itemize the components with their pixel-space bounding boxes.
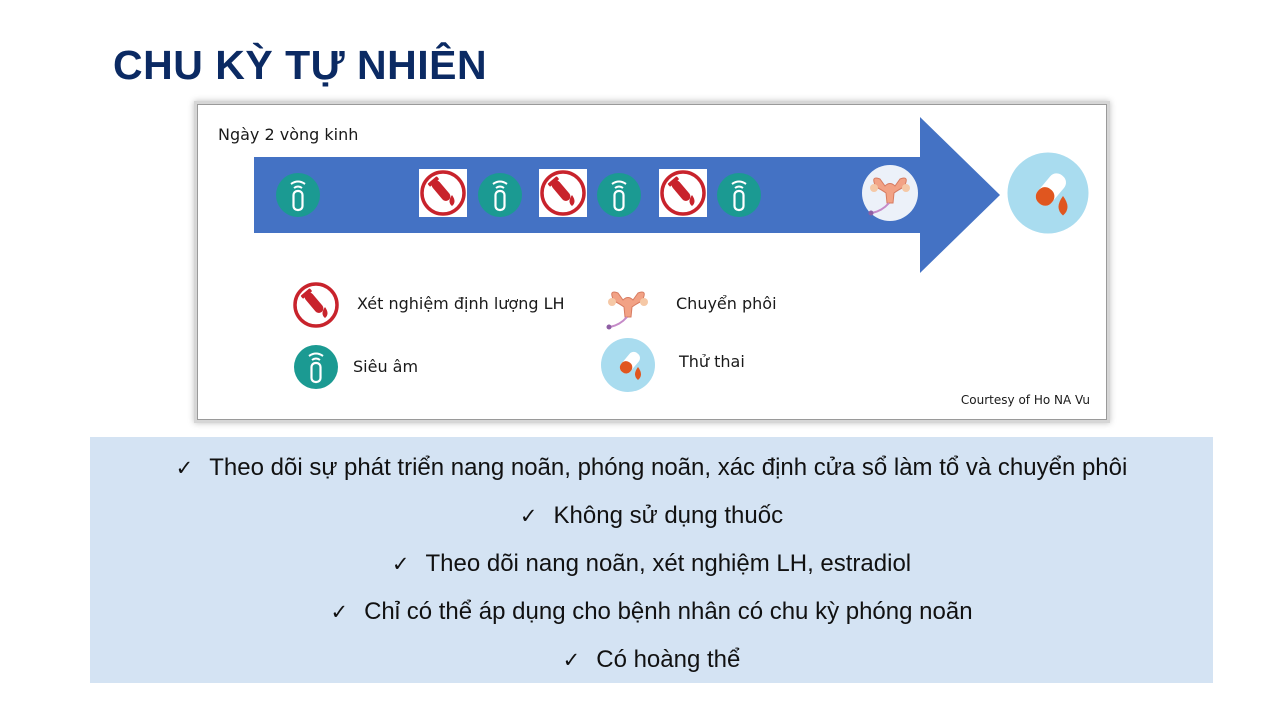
timeline-diagram: [198, 105, 1106, 419]
slide-title: CHU KỲ TỰ NHIÊN: [113, 42, 488, 88]
ultrasound-icon: [276, 173, 320, 217]
bullet-text: Có hoàng thể: [596, 646, 741, 673]
cycle-day-label: Ngày 2 vòng kinh: [218, 125, 359, 144]
legend-label-lh-test: Xét nghiệm định lượng LH: [357, 294, 565, 313]
check-icon: ✓: [330, 600, 349, 624]
protocol-figure: [197, 104, 1107, 420]
blood-test-icon: [539, 169, 587, 217]
bullet-text: Theo dõi nang noãn, xét nghiệm LH, estradiol: [425, 550, 912, 577]
bullet-item: [90, 451, 1213, 499]
legend-label-embryo-transfer: Chuyển phôi: [676, 294, 777, 313]
figure-credit: Courtesy of Ho NA Vu: [960, 393, 1090, 407]
bullet-text: Theo dõi sự phát triển nang noãn, phóng noãn, xác định cửa sổ làm tổ và chuyển phôi: [209, 454, 1128, 481]
uterus-icon: [607, 292, 649, 330]
check-icon: ✓: [391, 552, 410, 576]
ultrasound-icon: [294, 345, 338, 389]
bullet-list: [90, 437, 1213, 691]
check-icon: ✓: [562, 648, 581, 672]
bullet-text: Chỉ có thể áp dụng cho bệnh nhân có chu kỳ phóng noãn: [364, 598, 973, 625]
bullet-item: [90, 643, 1213, 691]
check-icon: ✓: [519, 504, 538, 528]
bullet-item: [90, 499, 1213, 547]
pregnancy-test-icon: [601, 338, 655, 392]
legend-label-pregnancy-test: Thử thai: [679, 352, 745, 371]
blood-test-icon: [659, 169, 707, 217]
ultrasound-icon: [478, 173, 522, 217]
legend-label-ultrasound: Siêu âm: [353, 357, 419, 376]
bullet-item: [90, 595, 1213, 643]
uterus-icon: [862, 165, 918, 221]
ultrasound-icon: [717, 173, 761, 217]
bullet-item: [90, 547, 1213, 595]
blood-test-icon: [419, 169, 467, 217]
blood-test-icon: [295, 284, 337, 326]
check-icon: ✓: [175, 456, 194, 480]
bullet-panel: [90, 437, 1213, 683]
ultrasound-icon: [597, 173, 641, 217]
pregnancy-test-icon: [1008, 153, 1089, 234]
bullet-text: Không sử dụng thuốc: [553, 502, 784, 529]
